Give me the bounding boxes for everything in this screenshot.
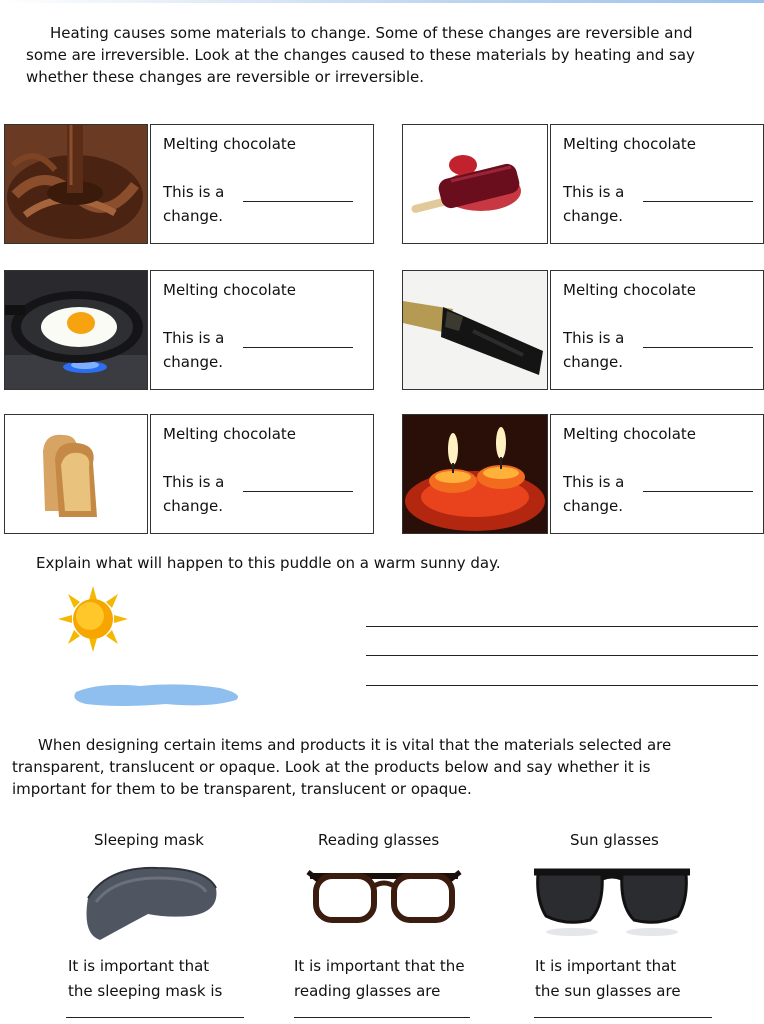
card-line-end: change. (563, 207, 623, 225)
melting-chocolate-picture (4, 124, 148, 244)
caption-line: the sleeping mask is (68, 982, 223, 1000)
intro-line-1: Heating causes some materials to change. Some of these changes are reversible and (50, 24, 693, 42)
card-line: This is a (563, 473, 625, 491)
answer-line-1[interactable] (366, 626, 758, 627)
card-frying-egg (150, 270, 374, 390)
card-title: Melting chocolate (163, 281, 297, 299)
card-line-end: change. (163, 353, 223, 371)
puddle-question: Explain what will happen to this puddle on a warm sunny day. (36, 554, 501, 572)
answer-blank[interactable] (243, 491, 353, 492)
card-melting-chocolate (150, 124, 374, 244)
answer-blank[interactable] (643, 491, 753, 492)
card-title: Melting chocolate (563, 281, 697, 299)
melting-candles-picture (402, 414, 548, 534)
caption-line: It is important that (535, 957, 677, 975)
card-title: Melting chocolate (163, 135, 297, 153)
sun-icon (58, 586, 128, 652)
top-border (0, 0, 764, 3)
card-line: This is a (163, 183, 225, 201)
answer-blank[interactable] (643, 347, 753, 348)
caption-sun-glasses (535, 954, 681, 1004)
card-toast (150, 414, 374, 534)
card-burnt-wood (550, 270, 764, 390)
product-title-sun-glasses: Sun glasses (570, 831, 659, 849)
card-melting-candles (550, 414, 764, 534)
card-title: Melting chocolate (563, 425, 697, 443)
answer-line-3[interactable] (366, 685, 758, 686)
answer-blank-sleeping-mask[interactable] (66, 1017, 244, 1018)
card-title: Melting chocolate (163, 425, 297, 443)
sun-glasses-picture (532, 866, 692, 938)
sleeping-mask-picture (78, 858, 220, 944)
design-line-3: important for them to be transparent, translucent or opaque. (12, 780, 472, 798)
card-line: This is a (563, 329, 625, 347)
answer-blank-sun-glasses[interactable] (534, 1017, 712, 1018)
frying-egg-picture (4, 270, 148, 390)
answer-blank[interactable] (243, 201, 353, 202)
burnt-wood-picture (402, 270, 548, 390)
card-title: Melting chocolate (563, 135, 697, 153)
intro-paragraph (26, 22, 756, 88)
card-melting-ice-lolly (550, 124, 764, 244)
card-line: This is a (163, 473, 225, 491)
intro-line-3: whether these changes are reversible or irreversible. (26, 68, 424, 86)
answer-blank[interactable] (643, 201, 753, 202)
product-title-reading-glasses: Reading glasses (318, 831, 440, 849)
card-line-end: change. (163, 497, 223, 515)
card-line-end: change. (163, 207, 223, 225)
caption-reading-glasses (294, 954, 465, 1004)
caption-line: reading glasses are (294, 982, 441, 1000)
product-title-sleeping-mask: Sleeping mask (94, 831, 204, 849)
reading-glasses-picture (306, 866, 462, 932)
answer-blank-reading-glasses[interactable] (294, 1017, 470, 1018)
caption-line: the sun glasses are (535, 982, 681, 1000)
melting-ice-lolly-picture (402, 124, 548, 244)
caption-line: It is important that the (294, 957, 465, 975)
design-paragraph (12, 734, 760, 800)
toast-picture (4, 414, 148, 534)
card-line-end: change. (563, 497, 623, 515)
intro-line-2: some are irreversible. Look at the changes caused to these materials by heating and say (26, 46, 695, 64)
caption-sleeping-mask (68, 954, 222, 1004)
card-line: This is a (163, 329, 225, 347)
card-line: This is a (563, 183, 625, 201)
answer-blank[interactable] (243, 347, 353, 348)
caption-line: It is important that (68, 957, 210, 975)
answer-line-2[interactable] (366, 655, 758, 656)
design-line-2: transparent, translucent or opaque. Look at the products below and say whether it is (12, 758, 651, 776)
design-line-1: When designing certain items and products it is vital that the materials selected are (38, 736, 672, 754)
card-line-end: change. (563, 353, 623, 371)
puddle-picture (70, 680, 244, 710)
